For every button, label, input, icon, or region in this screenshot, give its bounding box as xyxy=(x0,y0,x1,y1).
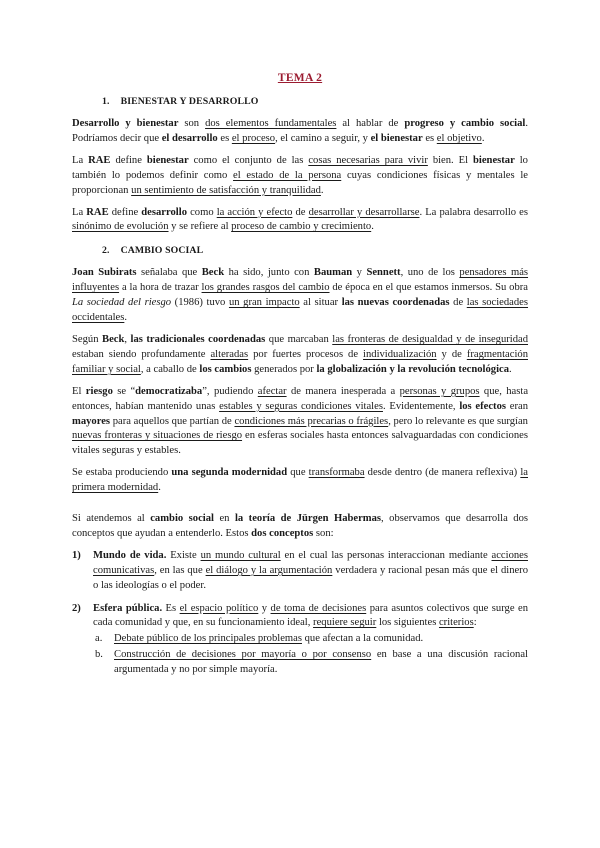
text-run: ha sido, junto con xyxy=(224,267,314,279)
text-run: define xyxy=(110,154,147,166)
text-run: son: xyxy=(313,527,334,539)
text-run: Se estaba produciendo xyxy=(72,467,172,479)
bold-text: bienestar xyxy=(146,154,189,166)
underlined-text: de toma de decisiones xyxy=(270,602,367,614)
concept-text xyxy=(93,550,528,591)
paragraph xyxy=(72,385,528,460)
text-run: y de xyxy=(436,348,467,360)
bold-text: RAE xyxy=(88,154,111,166)
text-run: , uno de los xyxy=(400,267,460,279)
underlined-text: las fronteras de desigualdad y de inseguridad xyxy=(332,333,529,345)
text-run: define xyxy=(108,206,142,218)
text-run: que xyxy=(287,467,309,479)
bold-text: Joan Subirats xyxy=(72,267,137,279)
bold-text: bienestar xyxy=(473,154,515,166)
section-number: 2. xyxy=(102,245,110,257)
underlined-text: criterios xyxy=(438,617,474,629)
underlined-text: el proceso xyxy=(231,132,276,144)
list-marker: 1) xyxy=(72,549,81,561)
underlined-text: un gran impacto xyxy=(228,297,300,309)
bold-text: Mundo de vida. xyxy=(93,549,167,561)
text-run: cuyas condiciones físicas y mentales le proporcionan xyxy=(72,169,528,196)
text-run: . xyxy=(158,482,161,494)
text-run: . xyxy=(509,363,512,375)
underlined-text: la primera modernidad xyxy=(72,467,528,494)
bold-text: riesgo xyxy=(85,385,113,397)
text-run: . Podríamos decir que xyxy=(72,118,528,144)
bold-text: RAE xyxy=(86,206,109,218)
underlined-text: Debate público de los principales problemas xyxy=(114,633,302,645)
text-run: como el conjunto de las xyxy=(188,154,309,166)
concept-item xyxy=(72,602,528,679)
text-run: y xyxy=(352,267,367,279)
section-number: 1. xyxy=(102,96,110,107)
underlined-text: cosas necesarias para vivir xyxy=(308,154,428,166)
bold-text: Bauman xyxy=(313,267,353,279)
concept-item xyxy=(72,549,528,594)
bold-text: mayores xyxy=(72,415,111,427)
underlined-text: pensadores más influyentes xyxy=(72,267,529,294)
bold-text: cambio social xyxy=(150,513,214,525)
paragraph xyxy=(72,117,528,147)
underlined-text: el espacio político xyxy=(179,602,259,614)
text-run: estaban siendo profundamente xyxy=(72,348,211,360)
text-run: para aquellos que partían de xyxy=(110,415,235,427)
underlined-text: alteradas xyxy=(210,348,249,360)
text-run: verdadera y racional pesan más que el dinero o las ideologías o el poder. xyxy=(93,564,529,591)
bold-text: Desarrollo y bienestar xyxy=(72,118,179,129)
text-run: , xyxy=(124,333,131,345)
text-run: eran xyxy=(506,400,528,412)
text-run: de xyxy=(449,297,467,309)
bold-text: la teoría de Jürgen Habermas xyxy=(234,513,382,525)
bold-text: dos conceptos xyxy=(251,527,314,539)
underlined-text: personas y grupos xyxy=(399,385,480,397)
text-run: al situar xyxy=(299,297,342,309)
text-run: Si atendemos al xyxy=(72,513,151,525)
text-run: desde dentro (de manera reflexiva) xyxy=(364,467,521,479)
criteria-text xyxy=(114,633,423,644)
text-run: en xyxy=(213,513,235,525)
underlined-text: la acción y efecto xyxy=(216,206,293,218)
text-run: de época en el que estamos inmersos. Su obra xyxy=(329,282,528,294)
text-run: se “ xyxy=(112,385,136,397)
underlined-text: fragmentación familiar y social xyxy=(72,348,528,375)
text-run: . xyxy=(371,221,374,233)
text-run: El xyxy=(72,385,86,397)
text-run: en base a una discusión racional argumentada y no por simple mayoría. xyxy=(114,649,528,676)
text-run: como xyxy=(187,206,217,218)
underlined-text: requiere seguir xyxy=(313,617,377,629)
text-run: en el cual las personas interaccionan mediante xyxy=(280,549,492,561)
text-run: de xyxy=(292,206,309,218)
text-run: los siguientes xyxy=(376,617,439,629)
text-run: . La palabra desarrollo es xyxy=(419,206,528,218)
underlined-text: proceso de cambio y crecimiento xyxy=(231,221,372,233)
underlined-text: las sociedades occidentales xyxy=(72,297,529,324)
concept-text xyxy=(93,603,528,629)
underlined-text: afectar xyxy=(257,385,287,397)
criteria-item xyxy=(93,632,528,647)
text-run: y se refiere al xyxy=(168,221,232,233)
bold-text: Sennett xyxy=(366,267,401,279)
text-run: La xyxy=(72,154,89,166)
bold-text: las nuevas coordenadas xyxy=(341,297,450,309)
text-run: Es xyxy=(162,602,180,614)
text-run: al hablar de xyxy=(336,118,405,129)
text-run: en esferas sociales hasta entonces salvaguardadas con condiciones vitales seguras y estables. xyxy=(72,430,528,457)
underlined-text: un mundo cultural xyxy=(200,549,281,561)
text-run: señalaba que xyxy=(136,267,202,279)
text-run: son xyxy=(178,118,206,129)
italic-text: La sociedad del riesgo xyxy=(72,297,172,309)
bold-text: los efectos xyxy=(459,400,507,412)
section-title: CAMBIO SOCIAL xyxy=(120,245,204,257)
text-run: , a caballo de xyxy=(140,363,200,375)
list-marker: b. xyxy=(95,649,103,661)
underlined-text: estables y seguras condiciones vitales xyxy=(219,400,383,412)
bold-text: Beck xyxy=(102,333,125,345)
underlined-text: desarrollar y desarrollarse xyxy=(308,206,420,218)
underlined-text: sinónimo de evolución xyxy=(72,221,169,233)
bold-text: el bienestar xyxy=(370,132,423,144)
bold-text: Beck xyxy=(201,267,225,279)
text-run: que afectan a la comunidad. xyxy=(301,633,424,645)
text-run: . xyxy=(124,312,128,324)
paragraph xyxy=(72,466,528,496)
text-run: es xyxy=(422,132,437,144)
text-run: ”, pudiendo xyxy=(202,385,258,397)
text-run: y xyxy=(258,602,271,614)
bold-text: el desarrollo xyxy=(161,132,218,144)
text-run: La xyxy=(72,206,87,218)
concepts-list xyxy=(72,549,528,678)
bold-text: desarrollo xyxy=(141,206,187,218)
text-run: de manera inesperada a xyxy=(286,385,400,397)
criteria-item xyxy=(93,648,528,678)
text-run: Existe xyxy=(166,549,201,561)
text-run: lo también lo podemos definir como xyxy=(72,154,528,181)
text-run: generados por xyxy=(251,363,317,375)
underlined-text: individualización xyxy=(363,348,437,360)
bold-text: progreso y cambio social xyxy=(404,118,526,129)
text-run: , en las que xyxy=(154,564,206,576)
text-run: . Evidentemente, xyxy=(382,400,460,412)
criteria-text xyxy=(114,649,528,675)
text-run: bien. El xyxy=(427,154,474,166)
paragraph xyxy=(72,512,528,542)
underlined-text: el estado de la persona xyxy=(233,169,342,181)
text-run: a la hora de trazar xyxy=(119,282,202,294)
list-marker: 2) xyxy=(72,602,81,614)
section-heading xyxy=(72,96,528,107)
bold-text: las tradicionales coordenadas xyxy=(130,333,266,345)
text-run: que marcaban xyxy=(265,333,333,345)
text-run: . xyxy=(481,132,485,144)
paragraph xyxy=(72,266,528,326)
text-run: por fuertes procesos de xyxy=(248,348,364,360)
text-run: para asuntos colectivos que surge en cada comunidad y que, en su funcionamiento ideal, xyxy=(93,602,529,629)
bold-text: la globalización y la revolución tecnológica xyxy=(316,363,510,375)
text-run: . xyxy=(320,184,324,196)
text-run: es xyxy=(217,132,232,144)
paragraph xyxy=(72,154,528,199)
document-title: TEMA 2 xyxy=(277,72,323,84)
underlined-text: nuevas fronteras y situaciones de riesgo xyxy=(72,430,243,442)
underlined-text: el diálogo y la argumentación xyxy=(205,564,333,576)
underlined-text: condiciones más precarias o frágiles xyxy=(234,415,389,427)
section-heading xyxy=(72,245,528,256)
text-run: , observamos que desarrolla dos conceptos que ayudan a entenderlo. Estos xyxy=(72,513,529,539)
paragraph xyxy=(72,333,528,378)
text-run: Según xyxy=(72,333,102,345)
bold-text: democratizaba xyxy=(135,385,203,397)
underlined-text: los grandes rasgos del cambio xyxy=(201,282,330,294)
text-run: , pero lo relevante es que surgían xyxy=(388,415,528,427)
paragraph xyxy=(72,206,528,236)
underlined-text: Construcción de decisiones por mayoría o por consenso xyxy=(114,649,372,661)
underlined-text: transformaba xyxy=(308,467,365,479)
underlined-text: dos elementos fundamentales xyxy=(205,118,337,129)
text-run: , el camino a seguir, y xyxy=(275,132,371,144)
text-run: que, hasta entonces, habían mantenido unas xyxy=(72,385,529,412)
criteria-list xyxy=(93,632,528,678)
underlined-text: un sentimiento de satisfacción y tranquilidad xyxy=(131,184,321,196)
section-title: BIENESTAR Y DESARROLLO xyxy=(120,96,259,107)
text-run: (1986) tuvo xyxy=(171,297,229,309)
bold-text: los cambios xyxy=(199,363,252,375)
underlined-text: acciones comunicativas xyxy=(93,549,528,576)
bold-text: Esfera pública. xyxy=(93,602,163,614)
underlined-text: el objetivo xyxy=(436,132,482,144)
text-run: : xyxy=(473,617,477,629)
list-marker: a. xyxy=(95,633,103,645)
bold-text: una segunda modernidad xyxy=(171,467,288,479)
